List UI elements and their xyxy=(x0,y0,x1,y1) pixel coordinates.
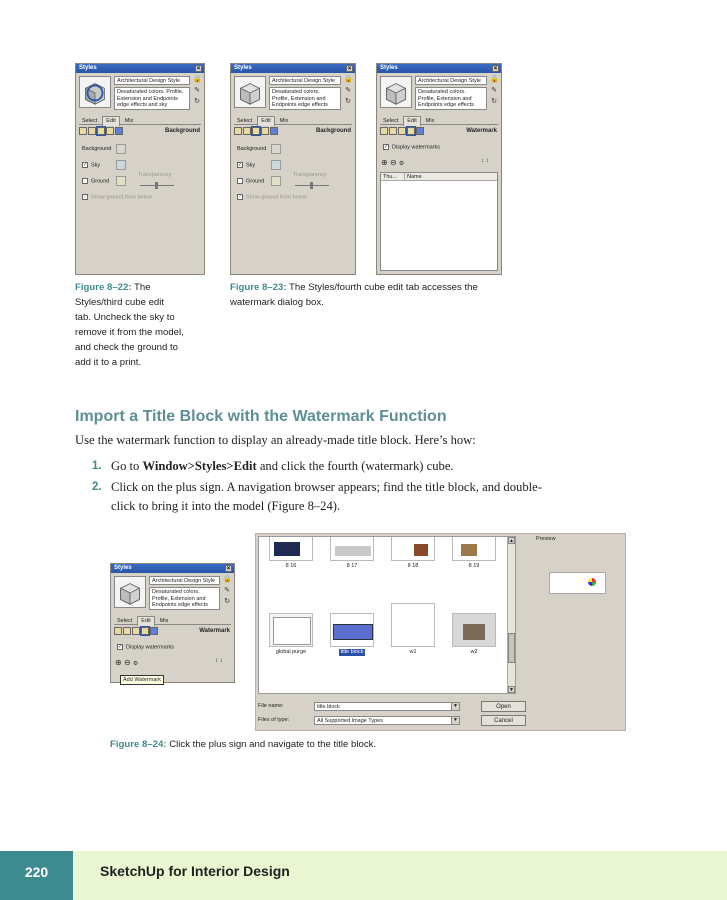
file-label: 8 18 xyxy=(407,563,419,569)
style-name-field[interactable]: Architectural Design Style xyxy=(114,76,190,85)
file-label: w1 xyxy=(409,649,417,655)
ground-row xyxy=(82,178,109,184)
display-watermarks-label: Display watermarks xyxy=(392,144,440,151)
sky-color-swatch[interactable] xyxy=(116,160,126,170)
ground-row xyxy=(237,178,264,184)
file-item[interactable] xyxy=(330,613,374,656)
modeling-settings-cube-icon[interactable] xyxy=(416,127,424,135)
file-item[interactable] xyxy=(330,536,374,570)
style-thumbnail xyxy=(79,76,111,108)
tab-edit[interactable]: Edit xyxy=(137,616,154,626)
background-color-swatch[interactable] xyxy=(271,144,281,154)
display-watermarks-checkbox[interactable]: ✓ xyxy=(384,144,389,150)
file-item[interactable] xyxy=(391,613,435,656)
tab-mix[interactable]: Mix xyxy=(425,118,435,124)
transparency-label: Transparency xyxy=(293,172,327,178)
step-2 xyxy=(92,478,612,518)
file-name-value: title block xyxy=(317,704,340,710)
preview-logo-text xyxy=(554,578,576,590)
file-type-label: Files of type: xyxy=(258,717,290,723)
file-name-input[interactable] xyxy=(314,702,460,711)
step-number: 1. xyxy=(92,460,102,472)
sky-label: Sky xyxy=(246,162,256,169)
ground-color-swatch[interactable] xyxy=(271,176,281,186)
edge-settings-cube-icon[interactable] xyxy=(380,127,388,135)
ground-label: Ground xyxy=(246,178,265,185)
file-label: w2 xyxy=(470,649,478,655)
styles-dialog-fig22 xyxy=(75,63,205,275)
sky-checkbox[interactable]: ✓ xyxy=(238,162,243,168)
tab-select[interactable]: Select xyxy=(117,618,133,624)
sky-checkbox[interactable]: ✓ xyxy=(83,162,88,168)
background-settings-cube-icon[interactable] xyxy=(252,127,260,135)
side-icons xyxy=(223,576,232,609)
file-browser-dialog xyxy=(255,533,626,731)
col-name[interactable]: Name xyxy=(407,174,422,180)
preview-label: Preview xyxy=(536,536,556,542)
background-color-swatch[interactable] xyxy=(116,144,126,154)
file-label: global purge xyxy=(275,649,307,655)
file-item[interactable] xyxy=(269,536,313,570)
tab-edit[interactable]: Edit xyxy=(403,116,420,126)
modeling-settings-cube-icon[interactable] xyxy=(150,627,158,635)
file-list-pane[interactable] xyxy=(258,536,516,694)
caption-text: The Styles/fourth cube edit tab accesses the watermark dialog box. xyxy=(230,282,478,308)
menu-path: Window>Styles>Edit xyxy=(142,459,257,473)
lock-icon[interactable]: 🔒 xyxy=(193,76,202,83)
add-watermark-tooltip: Add Watermark xyxy=(120,675,164,685)
modeling-settings-cube-icon[interactable] xyxy=(115,127,123,135)
move-watermark-icons[interactable]: ↕ ↕ xyxy=(481,158,489,164)
tab-edit[interactable]: Edit xyxy=(257,116,274,126)
dialog-title: Styles xyxy=(114,565,132,571)
col-thumbnail[interactable]: Thu... xyxy=(381,173,405,181)
watermark-settings-cube-icon[interactable] xyxy=(141,627,149,635)
tab-mix[interactable]: Mix xyxy=(159,618,169,624)
caption-fig23 xyxy=(230,280,520,310)
page-footer xyxy=(0,851,727,900)
section-label: Watermark xyxy=(199,628,230,634)
watermark-toolbar xyxy=(115,658,138,667)
dialog-titlebar xyxy=(231,64,355,73)
file-item[interactable] xyxy=(452,613,496,656)
step-text: Click on the plus sign. A navigation browser appears; find the title block, and double- click to bring it into the model (Figure 8–24). xyxy=(111,480,542,513)
paint-icon[interactable]: ✎ xyxy=(224,587,230,594)
caption-text: The Styles/third cube edit tab. Uncheck the sky to remove it from the model, and check the ground to add it to a print. xyxy=(75,282,184,368)
show-ground-row xyxy=(82,194,152,200)
refresh-icon[interactable]: ↻ xyxy=(491,98,497,105)
tab-mix[interactable]: Mix xyxy=(124,118,134,124)
file-label: 8 19 xyxy=(468,563,480,569)
intro-paragraph: Use the watermark function to display an already-made title block. Here’s how: xyxy=(75,433,476,447)
tab-mix[interactable]: Mix xyxy=(279,118,289,124)
paint-icon[interactable]: ✎ xyxy=(491,87,497,94)
background-label: Background xyxy=(237,146,267,152)
transparency-label: Transparency xyxy=(138,172,172,178)
transparency-slider[interactable] xyxy=(140,185,174,186)
tab-select[interactable]: Select xyxy=(82,118,98,124)
caption-fig22 xyxy=(75,280,205,370)
caption-fig24 xyxy=(110,737,610,752)
background-row xyxy=(82,146,111,152)
styles-dialog-fig23b xyxy=(376,63,502,275)
move-watermark-icons[interactable]: ↕ ↕ xyxy=(215,658,223,664)
style-thumbnail xyxy=(114,576,146,608)
color-wheel-icon xyxy=(588,578,596,586)
file-label: 8 16 xyxy=(285,563,297,569)
style-description-field[interactable]: Desaturated colors. Profile, Extension and Endpoints edge effects and sky xyxy=(114,87,190,110)
close-icon[interactable]: × xyxy=(347,66,352,72)
style-name-field[interactable]: Architectural Design Style xyxy=(415,76,487,85)
ground-label: Ground xyxy=(91,178,110,185)
open-button[interactable]: Open xyxy=(481,701,526,712)
file-name-label: File name: xyxy=(258,703,284,709)
close-icon[interactable]: × xyxy=(226,566,231,572)
refresh-icon[interactable]: ↻ xyxy=(345,98,351,105)
display-watermarks-checkbox[interactable]: ✓ xyxy=(118,644,123,650)
display-watermarks-row xyxy=(383,144,440,150)
sky-label: Sky xyxy=(91,162,101,169)
dropdown-arrow-icon[interactable]: ▼ xyxy=(451,703,459,710)
side-icons xyxy=(490,76,499,109)
ground-color-swatch[interactable] xyxy=(116,176,126,186)
figure-number: Figure 8–23: xyxy=(230,282,287,293)
dialog-titlebar xyxy=(377,64,501,73)
show-ground-checkbox[interactable]: ✓ xyxy=(238,194,243,200)
paint-icon[interactable]: ✎ xyxy=(345,87,351,94)
step-number: 2. xyxy=(92,481,102,493)
style-description-field[interactable]: Desaturated colors. Profile, Extension and Endpoints edge effects xyxy=(415,87,487,110)
transparency-slider[interactable] xyxy=(295,185,329,186)
dialog-title: Styles xyxy=(380,65,398,71)
show-ground-label: Show ground from below xyxy=(246,194,307,201)
background-settings-cube-icon[interactable] xyxy=(398,127,406,135)
dropdown-arrow-icon[interactable]: ▼ xyxy=(451,717,459,724)
face-settings-cube-icon[interactable] xyxy=(389,127,397,135)
refresh-icon[interactable]: ↻ xyxy=(224,598,230,605)
refresh-icon[interactable]: ↻ xyxy=(194,98,200,105)
background-settings-cube-icon[interactable] xyxy=(97,127,105,135)
display-watermarks-label: Display watermarks xyxy=(126,644,174,651)
scroll-up-icon[interactable]: ▲ xyxy=(509,538,514,544)
background-settings-cube-icon[interactable] xyxy=(132,627,140,635)
section-label: Background xyxy=(164,128,200,134)
sky-row xyxy=(82,162,100,168)
file-label: 8 17 xyxy=(346,563,358,569)
lock-icon[interactable]: 🔒 xyxy=(490,76,499,83)
dialog-title: Styles xyxy=(234,65,252,71)
background-row xyxy=(237,146,266,152)
scroll-down-icon[interactable]: ▼ xyxy=(509,687,514,693)
edit-watermark-icon[interactable]: ⚙ xyxy=(132,661,139,667)
display-watermarks-row xyxy=(117,644,174,650)
ground-checkbox[interactable] xyxy=(82,178,88,184)
book-title: SketchUp for Interior Design xyxy=(100,863,290,879)
close-icon[interactable]: × xyxy=(196,66,201,72)
file-type-select[interactable] xyxy=(314,716,460,725)
file-list-scrollbar[interactable] xyxy=(507,537,515,693)
paint-icon[interactable]: ✎ xyxy=(194,87,200,94)
watermark-settings-cube-icon[interactable] xyxy=(261,127,269,135)
file-item[interactable] xyxy=(269,613,313,656)
tab-edit[interactable]: Edit xyxy=(102,116,119,126)
show-ground-row xyxy=(237,194,307,200)
file-label-selected: title block xyxy=(340,649,364,655)
file-type-value: All Supported Image Types xyxy=(317,718,383,724)
cancel-button[interactable]: Cancel xyxy=(481,715,526,726)
style-name-field[interactable]: Architectural Design Style xyxy=(149,576,220,585)
style-name-field[interactable]: Architectural Design Style xyxy=(269,76,341,85)
edge-settings-cube-icon[interactable] xyxy=(114,627,122,635)
preview-image xyxy=(549,572,606,594)
page-number: 220 xyxy=(0,851,73,900)
dialog-titlebar xyxy=(76,64,204,73)
sky-row xyxy=(237,162,255,168)
modeling-settings-cube-icon[interactable] xyxy=(270,127,278,135)
show-ground-checkbox[interactable]: ✓ xyxy=(83,194,88,200)
watermark-list[interactable] xyxy=(380,172,498,271)
remove-watermark-icon[interactable]: ⊖ xyxy=(389,158,397,167)
dialog-title: Styles xyxy=(79,65,97,71)
show-ground-label: Show ground from below xyxy=(91,194,152,201)
edge-settings-cube-icon[interactable] xyxy=(234,127,242,135)
section-label: Background xyxy=(315,128,351,134)
watermark-toolbar xyxy=(381,158,404,167)
face-settings-cube-icon[interactable] xyxy=(243,127,251,135)
style-tabs xyxy=(234,116,352,125)
lock-icon[interactable]: 🔒 xyxy=(223,576,232,583)
ground-checkbox[interactable] xyxy=(237,178,243,184)
side-icons xyxy=(344,76,353,109)
section-heading: Import a Title Block with the Watermark Function xyxy=(75,408,447,425)
edge-settings-cube-icon[interactable] xyxy=(79,127,87,135)
step-text: Go to Window>Styles>Edit and click the fourth (watermark) cube. xyxy=(111,459,454,473)
remove-watermark-icon[interactable]: ⊖ xyxy=(123,658,131,667)
tab-select[interactable]: Select xyxy=(383,118,399,124)
file-item[interactable] xyxy=(452,536,496,570)
style-description-field[interactable]: Desaturated colors. Profile, Extension and Endpoints edge effects xyxy=(149,587,220,610)
watermark-settings-cube-icon[interactable] xyxy=(106,127,114,135)
dialog-titlebar xyxy=(111,564,234,573)
add-watermark-icon[interactable]: ⊕ xyxy=(381,158,388,167)
step-1 xyxy=(92,457,612,477)
tab-select[interactable]: Select xyxy=(237,118,253,124)
section-label: Watermark xyxy=(466,128,497,134)
scroll-thumb[interactable] xyxy=(508,633,515,663)
style-tabs xyxy=(79,116,201,125)
file-item[interactable] xyxy=(391,536,435,570)
styles-dialog-fig23a xyxy=(230,63,356,275)
style-tabs xyxy=(114,616,231,625)
face-settings-cube-icon[interactable] xyxy=(88,127,96,135)
add-watermark-icon[interactable]: ⊕ xyxy=(115,658,122,667)
style-description-field[interactable]: Desaturated colors. Profile, Extension and Endpoints edge effects xyxy=(269,87,341,110)
face-settings-cube-icon[interactable] xyxy=(123,627,131,635)
close-icon[interactable]: × xyxy=(493,66,498,72)
side-icons xyxy=(193,76,202,109)
sky-color-swatch[interactable] xyxy=(271,160,281,170)
background-label: Background xyxy=(82,146,112,152)
style-tabs xyxy=(380,116,498,125)
style-thumbnail xyxy=(234,76,266,108)
styles-dialog-fig24 xyxy=(110,563,235,683)
lock-icon[interactable]: 🔒 xyxy=(344,76,353,83)
edit-watermark-icon[interactable]: ⚙ xyxy=(398,161,405,167)
caption-text: Click the plus sign and navigate to the title block. xyxy=(169,739,377,750)
figure-number: Figure 8–24: xyxy=(110,739,167,750)
watermark-settings-cube-icon[interactable] xyxy=(407,127,415,135)
figure-number: Figure 8–22: xyxy=(75,282,132,293)
style-thumbnail xyxy=(380,76,412,108)
